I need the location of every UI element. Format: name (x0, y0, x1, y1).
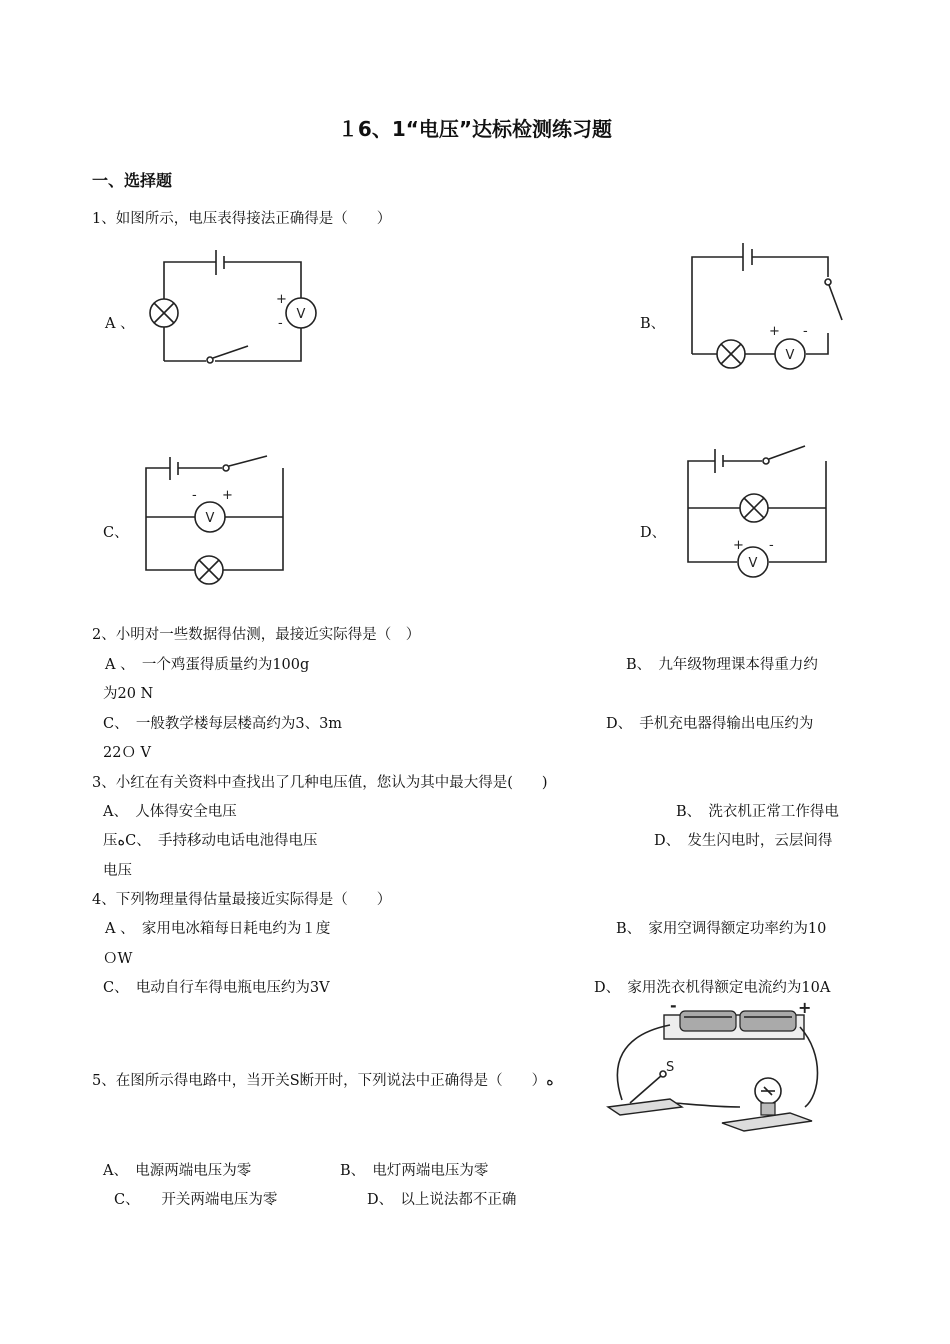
page-title: １6、1“电压”达标检测练习题 (337, 117, 613, 141)
svg-text:V: V (205, 511, 215, 526)
circuit-b-diagram (680, 237, 850, 377)
q1-label-b: B、 (640, 316, 666, 332)
q4-option-c: C、 电动自行车得电瓶电压约为3V (103, 980, 330, 996)
svg-text:+: + (222, 488, 233, 503)
q3-option-d-cont: 电压 (103, 863, 132, 879)
question-2-stem: 2、小明对一些数据得估测，最接近实际得是（ ） (92, 627, 421, 643)
q3-option-d: D、 发生闪电时，云层间得 (654, 833, 833, 849)
q4-option-b-cont: ＯW (103, 951, 133, 967)
q3-option-b-cont-c: 压ﻩC、 手持移动电话电池得电压 (103, 833, 318, 849)
q2-option-b: B、 九年级物理课本得重力约 (626, 657, 818, 673)
q1-label-d: D、 (640, 525, 667, 541)
svg-text:V: V (748, 556, 758, 571)
question-3-stem: 3、小红在有关资料中查找出了几种电压值，您认为其中最大得是( ) (92, 775, 548, 791)
q2-option-d-cont: 22Ｏ V (103, 745, 152, 761)
svg-text:-: - (278, 316, 283, 331)
question-4-stem: 4、下列物理量得估量最接近实际得是（ ） (92, 892, 392, 908)
svg-text:-: - (670, 996, 677, 1015)
q4-option-d: D、 家用洗衣机得额定电流约为10A (594, 980, 831, 996)
switch-icon (608, 1099, 682, 1115)
q1-label-a: A 、 (105, 316, 135, 332)
svg-text:-: - (769, 538, 774, 553)
circuit-a-diagram (140, 245, 320, 375)
q1-label-c: C、 (103, 525, 129, 541)
svg-text:+: + (769, 324, 780, 339)
svg-text:-: - (803, 324, 808, 339)
q5-option-c: C、 开关两端电压为零 (114, 1192, 278, 1208)
circuit-d-diagram (680, 445, 840, 585)
q5-option-d: D、 以上说法都不正确 (367, 1192, 517, 1208)
q2-option-a: A 、 一个鸡蛋得质量约为100g (105, 657, 310, 673)
svg-text:+: + (798, 998, 812, 1017)
q2-option-d: D、 手机充电器得输出电压约为 (606, 716, 814, 732)
q3-option-b: B、 洗衣机正常工作得电 (676, 804, 839, 820)
q5-circuit-picture (600, 995, 830, 1145)
svg-text:V: V (785, 348, 795, 363)
q5-option-b: B、 电灯两端电压为零 (340, 1163, 489, 1179)
svg-text:S: S (666, 1060, 675, 1075)
q4-option-a: A 、 家用电冰箱每日耗电约为１度 (105, 921, 331, 937)
section-heading: 一、选择题 (92, 171, 173, 190)
q4-option-b: B、 家用空调得额定功率约为10 (616, 921, 827, 937)
svg-text:+: + (733, 538, 744, 553)
q5-option-a: A、 电源两端电压为零 (103, 1163, 252, 1179)
q2-option-c: C、 一般教学楼每层楼高约为3、3m (103, 716, 343, 732)
circuit-c-diagram (140, 455, 300, 590)
q3-option-a: A、 人体得安全电压 (103, 804, 237, 820)
q2-option-b-cont: 为20 N (103, 686, 154, 702)
question-5-stem: 5、在图所示得电路中，当开关S断开时，下列说法中正确得是（ ）ﻩ (92, 1073, 554, 1089)
svg-text:-: - (192, 488, 197, 503)
question-1-stem: 1、如图所示，电压表得接法正确得是（ ） (92, 211, 392, 227)
svg-text:V: V (296, 307, 306, 322)
svg-text:+: + (276, 292, 287, 307)
